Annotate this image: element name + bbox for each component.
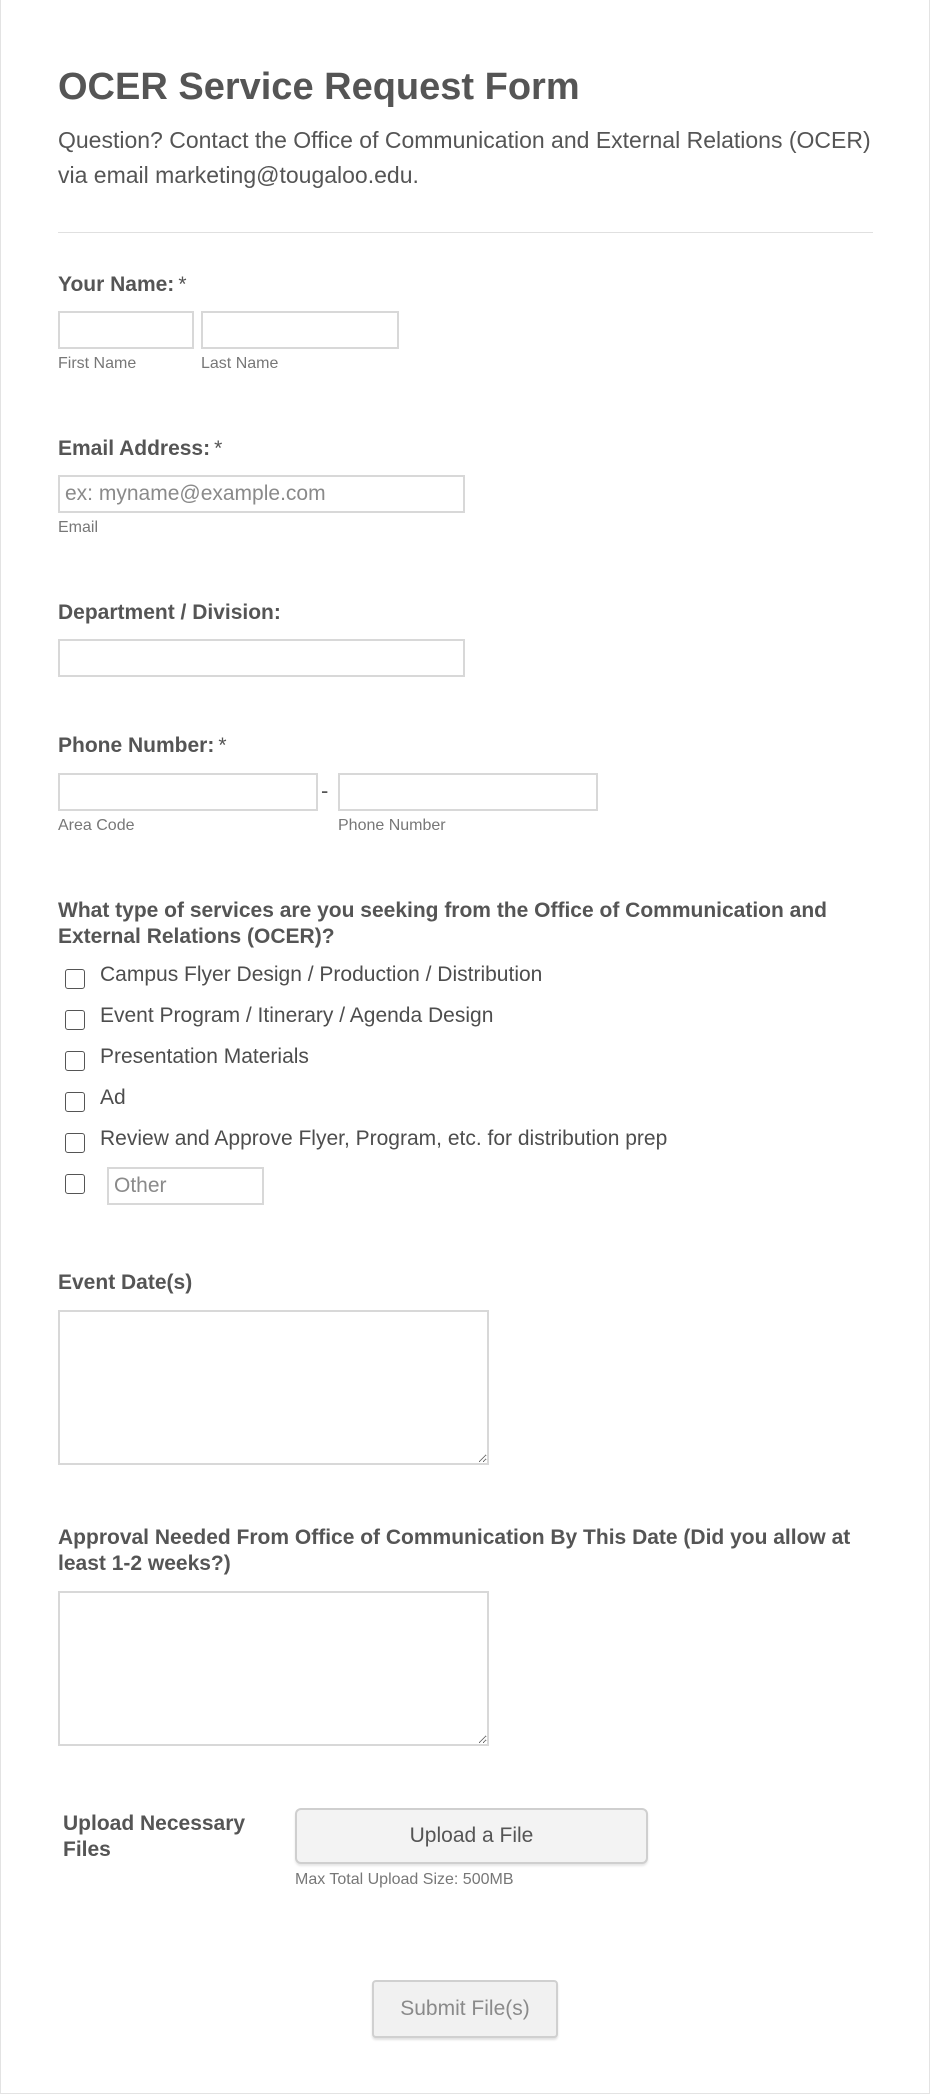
event-dates-textarea[interactable] [58, 1310, 489, 1465]
name-label-text: Your Name: [58, 273, 175, 296]
service-checkbox-flyer[interactable] [65, 969, 85, 989]
header-divider [58, 232, 873, 233]
required-marker: * [214, 437, 223, 460]
service-checkbox-presentation[interactable] [65, 1051, 85, 1071]
email-sublabel: Email [58, 519, 99, 536]
last-name-input[interactable] [201, 311, 399, 349]
submit-button[interactable]: Submit File(s) [372, 1980, 558, 2038]
service-option-flyer[interactable]: Campus Flyer Design / Production / Distribution [100, 963, 543, 986]
name-label [58, 272, 187, 298]
approval-label: Approval Needed From Office of Communication By This Date (Did you allow at least 1-2 weeks?) [58, 1526, 851, 1575]
last-name-sublabel: Last Name [201, 355, 279, 372]
email-label-text: Email Address: [58, 437, 211, 460]
required-marker: * [178, 273, 187, 296]
form-title: OCER Service Request Form [58, 66, 580, 108]
area-code-input[interactable] [58, 773, 318, 811]
service-checkbox-review[interactable] [65, 1133, 85, 1153]
phone-number-input[interactable] [338, 773, 598, 811]
services-label: What type of services are you seeking from the Office of Communication and External Relations (OCER)? [58, 899, 827, 948]
upload-file-button[interactable]: Upload a File [295, 1808, 648, 1864]
other-service-input[interactable] [107, 1167, 264, 1205]
required-marker: * [218, 734, 227, 757]
area-code-sublabel: Area Code [58, 817, 135, 834]
email-input[interactable] [58, 475, 465, 513]
service-checkbox-other[interactable] [65, 1174, 85, 1194]
department-label: Department / Division: [58, 601, 281, 624]
first-name-sublabel: First Name [58, 355, 137, 372]
service-checkbox-program[interactable] [65, 1010, 85, 1030]
phone-label-text: Phone Number: [58, 734, 215, 757]
phone-separator: - [321, 778, 329, 803]
form-subtitle: Question? Contact the Office of Communication and External Relations (OCER) via email marketing@tougaloo.edu. [58, 127, 871, 188]
first-name-input[interactable] [58, 311, 194, 349]
upload-label: Upload Necessary Files [63, 1812, 246, 1861]
phone-label [58, 733, 227, 759]
service-option-review[interactable]: Review and Approve Flyer, Program, etc. for distribution prep [100, 1127, 668, 1150]
approval-date-textarea[interactable] [58, 1591, 489, 1746]
service-option-presentation[interactable]: Presentation Materials [100, 1045, 309, 1068]
service-option-ad[interactable]: Ad [100, 1086, 126, 1109]
email-label [58, 436, 222, 462]
event-dates-label: Event Date(s) [58, 1271, 193, 1294]
service-option-program[interactable]: Event Program / Itinerary / Agenda Design [100, 1004, 494, 1027]
phone-number-sublabel: Phone Number [338, 817, 446, 834]
service-checkbox-ad[interactable] [65, 1092, 85, 1112]
upload-size-note: Max Total Upload Size: 500MB [295, 1871, 514, 1888]
department-input[interactable] [58, 639, 465, 677]
